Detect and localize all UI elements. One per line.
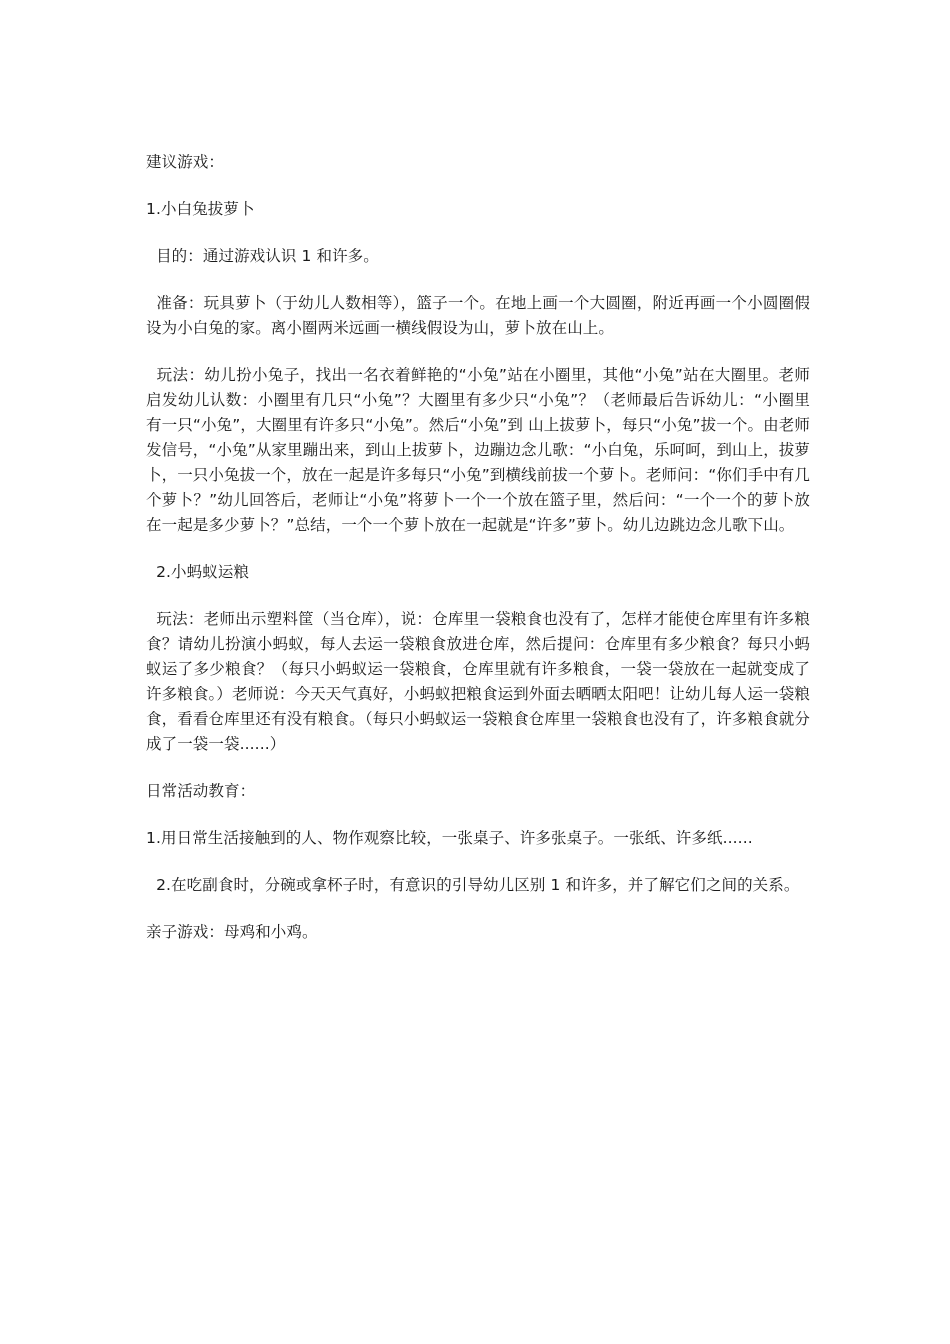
game-title-rabbit: 1.小白兔拔萝卜	[146, 200, 255, 218]
paragraph-ant-gameplay: 玩法：老师出示塑料筐（当仓库），说：仓库里一袋粮食也没有了，怎样才能使仓库里有许多粮食？请幼儿扮演小蚂蚁，每人去运一袋粮食放进仓库，然后提问：仓库里有多少粮食？每只小蚂蚁运了多少粮食？（每只小蚂蚁运一袋粮食，仓库里就有许多粮食，一袋一袋放在一起就变成了许多粮食。）老师说：今天天气真好，小蚂蚁把粮食运到外面去晒晒太阳吧！让幼儿每人运一袋粮食，看看仓库里还有没有粮食。（每只小蚂蚁运一袋粮食仓库里一袋粮食也没有了，许多粮食就分成了一袋一袋......）	[146, 610, 810, 753]
document-body	[146, 150, 810, 967]
paragraph-preparation: 准备：玩具萝卜（于幼儿人数相等），篮子一个。在地上画一个大圆圈，附近再画一个小圆圈假设为小白兔的家。离小圈两米远画一横线假设为山，萝卜放在山上。	[146, 294, 810, 337]
game-title-ant: 2.小蚂蚁运粮	[146, 563, 250, 581]
section-heading-suggested-games: 建议游戏：	[146, 153, 225, 171]
section-heading-parent-child-game: 亲子游戏：母鸡和小鸡。	[146, 923, 318, 941]
paragraph-purpose: 目的：通过游戏认识 1 和许多。	[146, 247, 379, 265]
paragraph-rabbit-gameplay: 玩法：幼儿扮小兔子，找出一名衣着鲜艳的“小兔”站在小圈里，其他“小兔”站在大圈里。老师启发幼儿认数：小圈里有几只“小兔”？大圈里有多少只“小兔”？（老师最后告诉幼儿：“小圈里有一只“小兔”，大圈里有许多只“小兔”。然后“小兔”到 山上拔萝卜，每只“小兔”拔一个。由老师发信号，“小兔”从家里蹦出来，到山上拔萝卜，边蹦边念儿歌：“小白兔，乐呵呵，到山上，拔萝卜，一只小兔拔一个，放在一起是许多每只“小兔”到横线前拔一个萝卜。老师问：“你们手中有几个萝卜？”幼儿回答后，老师让“小兔”将萝卜一个一个放在篮子里，然后问：“一个一个的萝卜放在一起是多少萝卜？”总结，一个一个萝卜放在一起就是“许多”萝卜。幼儿边跳边念儿歌下山。	[146, 366, 810, 534]
paragraph-daily-1: 1.用日常生活接触到的人、物作观察比较，一张桌子、许多张桌子。一张纸、许多纸......	[146, 829, 753, 847]
paragraph-daily-2: 2.在吃副食时，分碗或拿杯子时，有意识的引导幼儿区别 1 和许多，并了解它们之间的关系。	[146, 876, 800, 894]
section-heading-daily-activities: 日常活动教育：	[146, 782, 256, 800]
